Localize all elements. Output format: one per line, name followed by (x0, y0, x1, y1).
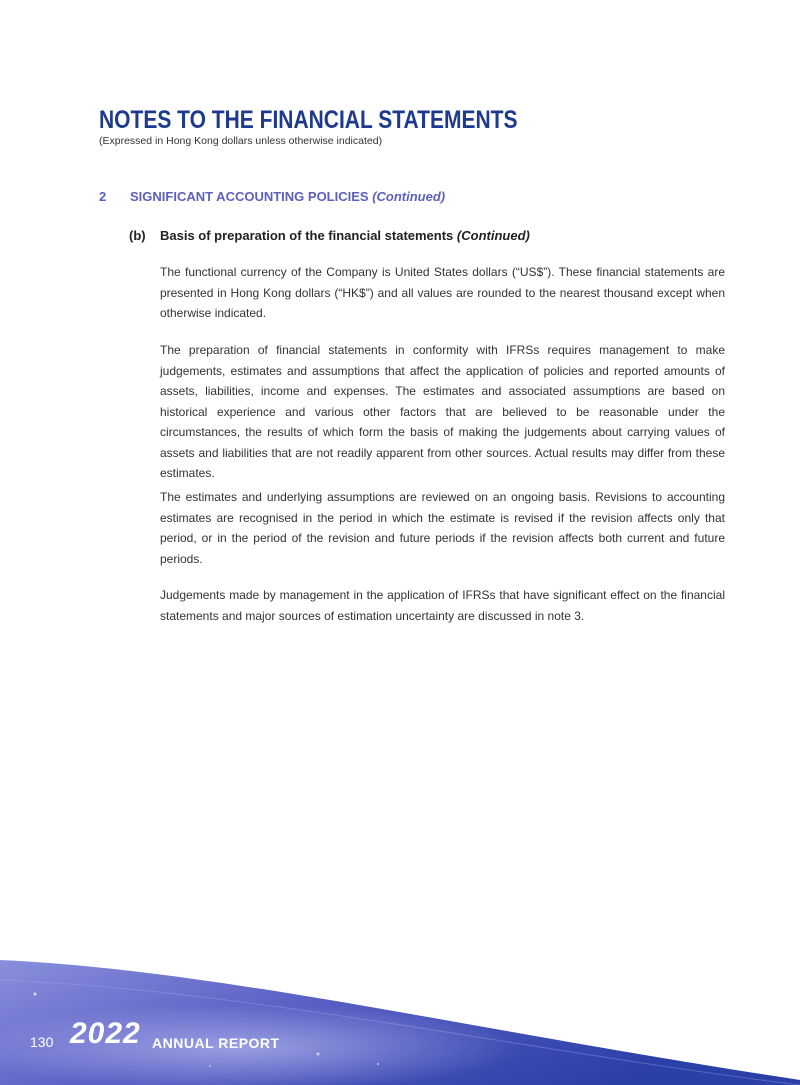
footer-wave-graphic (0, 940, 800, 1085)
subsection-title: Basis of preparation of the financial statements (160, 228, 454, 243)
report-label: ANNUAL REPORT (152, 1035, 280, 1051)
page-title: NOTES TO THE FINANCIAL STATEMENTS (99, 106, 518, 134)
paragraph-preparation: The preparation of financial statements in conformity with IFRSs requires management to make judgements, estimates and assumptions that affect the application of policies and reported amounts of assets, liabilities, income and expenses. The estimates and associated assumptions are based on historical experience and various other factors that are believed to be reasonable under the circumstances, the results of which form the basis of making the judgements about carrying values of assets and liabilities that are not readily apparent from other sources. Actual results may differ from these estimates. (160, 343, 725, 480)
section-number: 2 (99, 189, 107, 204)
paragraph-functional-currency: The functional currency of the Company is United States dollars (“US$”). These financial statements are presented in Hong Kong dollars (“HK$”) and all values are rounded to the nearest thousand except when otherwise indicated. (160, 265, 725, 320)
footer-band (0, 940, 800, 1085)
subsection-letter: (b) (129, 228, 146, 243)
page-subtitle: (Expressed in Hong Kong dollars unless otherwise indicated) (99, 135, 383, 147)
page-number: 130 (30, 1034, 54, 1050)
subsection-continued: (Continued) (456, 228, 530, 243)
section-title: SIGNIFICANT ACCOUNTING POLICIES (130, 189, 369, 204)
section-continued: (Continued) (372, 189, 446, 204)
paragraph-judgements: Judgements made by management in the application of IFRSs that have significant effect on the financial statements and major sources of estimation uncertainty are discussed in note 3. (160, 588, 725, 623)
subsection-heading (129, 228, 530, 243)
paragraph-estimates-review: The estimates and underlying assumptions are reviewed on an ongoing basis. Revisions to accounting estimates are recognised in the period in which the estimate is revised if the revision affects only that period, or in the period of the revision and future periods if the revision affects both current and future periods. (160, 490, 725, 566)
section-heading (99, 189, 445, 204)
report-year: 2022 (70, 1017, 141, 1050)
